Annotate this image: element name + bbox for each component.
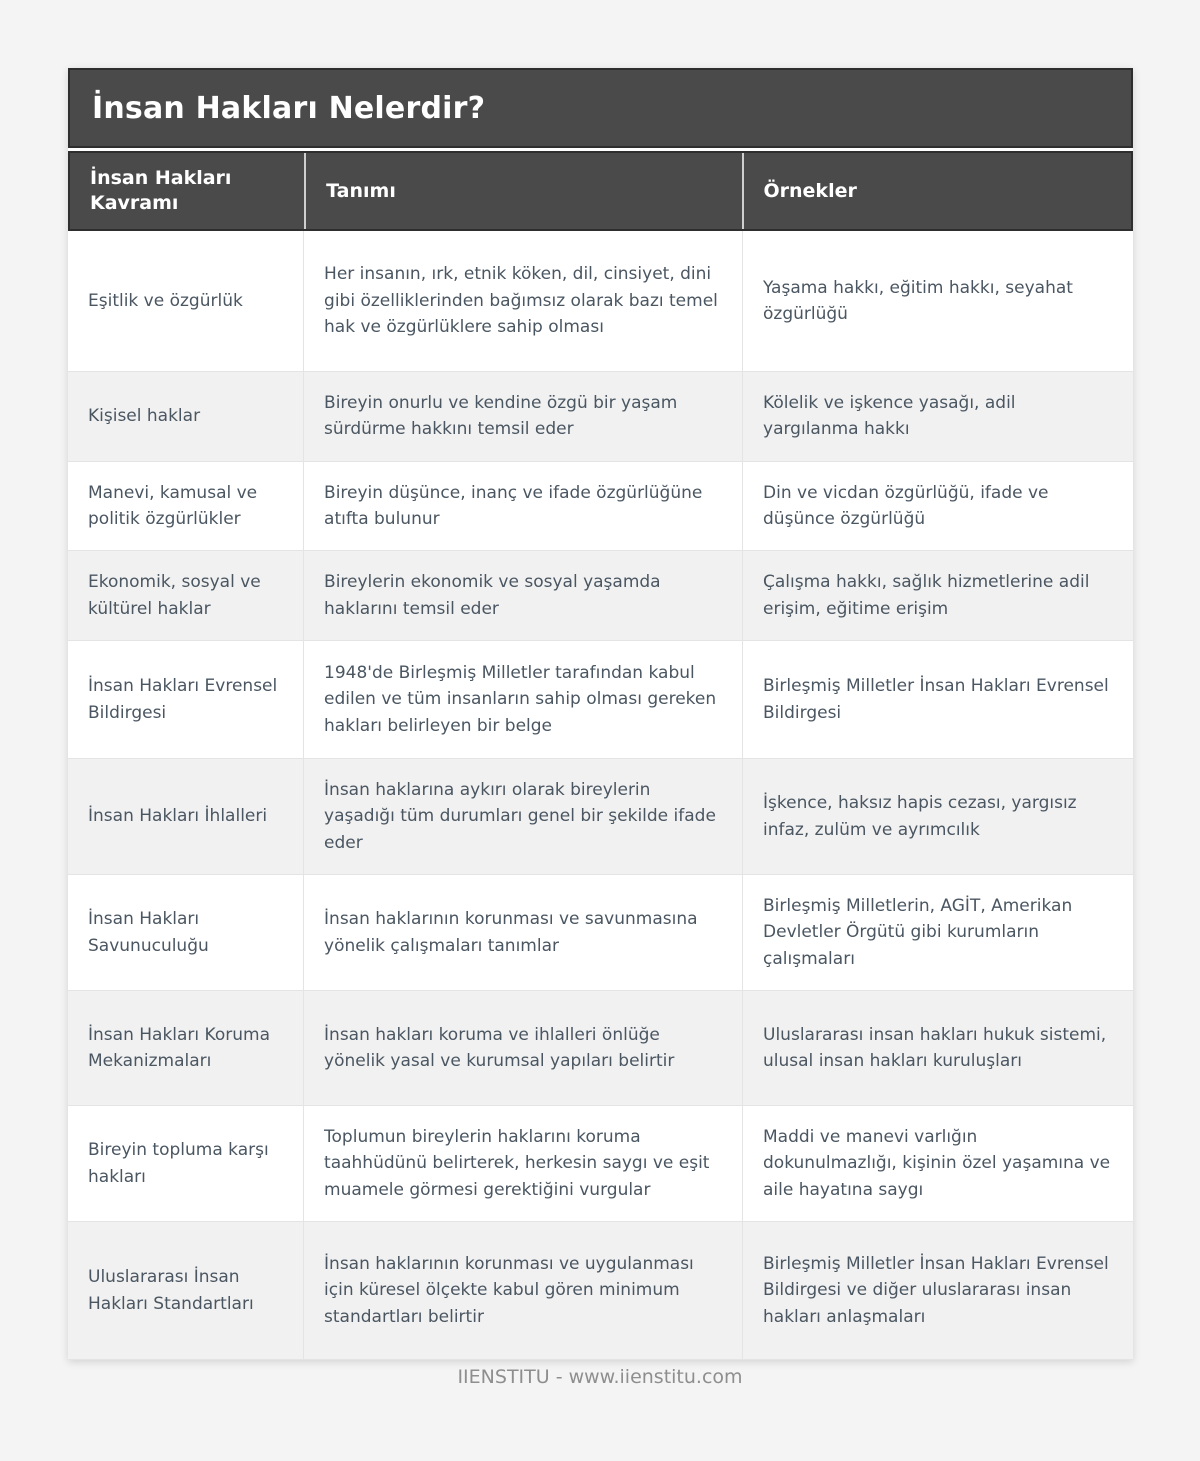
- cell-ornekler: Din ve vicdan özgürlüğü, ifade ve düşünce özgürlüğü: [742, 462, 1133, 551]
- cell-kavram: Bireyin topluma karşı hakları: [88, 1140, 269, 1187]
- cell-ornekler: İşkence, haksız hapis cezası, yargısız infaz, zulüm ve ayrımcılık: [742, 759, 1133, 874]
- column-header-ornekler: Örnekler: [742, 153, 1131, 229]
- cell-tanim: Bireylerin ekonomik ve sosyal yaşamda haklarını temsil eder: [303, 551, 742, 640]
- cell-ornekler: Maddi ve manevi varlığın dokunulmazlığı, kişinin özel yaşamına ve aile hayatına saygı: [742, 1106, 1133, 1221]
- cell-tanim: Bireyin düşünce, inanç ve ifade özgürlüğüne atıfta bulunur: [303, 462, 742, 551]
- cell-kavram: Kişisel haklar: [88, 406, 201, 427]
- table-row: [68, 641, 1133, 759]
- table-row: [68, 231, 1133, 372]
- cell-kavram: İnsan Hakları Koruma Mekanizmaları: [88, 1024, 270, 1072]
- cell-tanim: İnsan hakları koruma ve ihlalleri önlüğe yönelik yasal ve kurumsal yapıları belirtir: [303, 991, 742, 1105]
- human-rights-table-card: [68, 68, 1133, 1360]
- cell-ornekler: Kölelik ve işkence yasağı, adil yargılanma hakkı: [742, 372, 1133, 461]
- cell-kavram: Ekonomik, sosyal ve kültürel haklar: [88, 572, 261, 619]
- cell-ornekler: Yaşama hakkı, eğitim hakkı, seyahat özgürlüğü: [742, 231, 1133, 371]
- cell-tanim: İnsan haklarının korunması ve savunmasına yönelik çalışmaları tanımlar: [303, 875, 742, 990]
- table-row: [68, 1106, 1133, 1222]
- table-row: [68, 462, 1133, 552]
- cell-kavram: İnsan Hakları İhlalleri: [88, 806, 268, 827]
- table-row: [68, 875, 1133, 991]
- table-header-row: [68, 151, 1133, 231]
- column-header-kavram: İnsan Hakları Kavramı: [90, 167, 232, 214]
- cell-tanim: İnsan haklarına aykırı olarak bireylerin yaşadığı tüm durumları genel bir şekilde ifade eder: [303, 759, 742, 874]
- table-row: [68, 551, 1133, 641]
- column-header-tanim: Tanımı: [304, 153, 741, 229]
- cell-ornekler: Birleşmiş Milletlerin, AGİT, Amerikan Devletler Örgütü gibi kurumların çalışmaları: [742, 875, 1133, 990]
- cell-ornekler: Çalışma hakkı, sağlık hizmetlerine adil erişim, eğitime erişim: [742, 551, 1133, 640]
- table-row: [68, 1222, 1133, 1360]
- cell-tanim: 1948'de Birleşmiş Milletler tarafından kabul edilen ve tüm insanların sahip olması gereken hakları belirleyen bir belge: [303, 641, 742, 758]
- table-row: [68, 372, 1133, 462]
- footer-credit: IIENSTITU - www.iienstitu.com: [457, 1366, 743, 1388]
- cell-kavram: İnsan Hakları Savunuculuğu: [88, 909, 209, 956]
- cell-ornekler: Uluslararası insan hakları hukuk sistemi, ulusal insan hakları kuruluşları: [742, 991, 1133, 1105]
- cell-ornekler: Birleşmiş Milletler İnsan Hakları Evrensel Bildirgesi: [742, 641, 1133, 758]
- table-row: [68, 759, 1133, 875]
- title-bar: [68, 68, 1133, 148]
- cell-kavram: Manevi, kamusal ve politik özgürlükler: [88, 482, 258, 530]
- cell-tanim: Her insanın, ırk, etnik köken, dil, cinsiyet, dini gibi özelliklerinden bağımsız olarak bazı temel hak ve özgürlüklere sahip olması: [303, 231, 742, 371]
- cell-tanim: Bireyin onurlu ve kendine özgü bir yaşam sürdürme hakkını temsil eder: [303, 372, 742, 461]
- cell-tanim: Toplumun bireylerin haklarını koruma taahhüdünü belirterek, herkesin saygı ve eşit muamele görmesi gerektiğini vurgular: [303, 1106, 742, 1221]
- table-row: [68, 991, 1133, 1106]
- cell-kavram: Uluslararası İnsan Hakları Standartları: [88, 1267, 254, 1314]
- cell-kavram: İnsan Hakları Evrensel Bildirgesi: [88, 676, 278, 723]
- cell-kavram: Eşitlik ve özgürlük: [88, 290, 243, 311]
- cell-ornekler: Birleşmiş Milletler İnsan Hakları Evrensel Bildirgesi ve diğer uluslararası insan hakları anlaşmaları: [742, 1222, 1133, 1359]
- page-title: İnsan Hakları Nelerdir?: [92, 90, 486, 126]
- cell-tanim: İnsan haklarının korunması ve uygulanması için küresel ölçekte kabul gören minimum standartları belirtir: [303, 1222, 742, 1359]
